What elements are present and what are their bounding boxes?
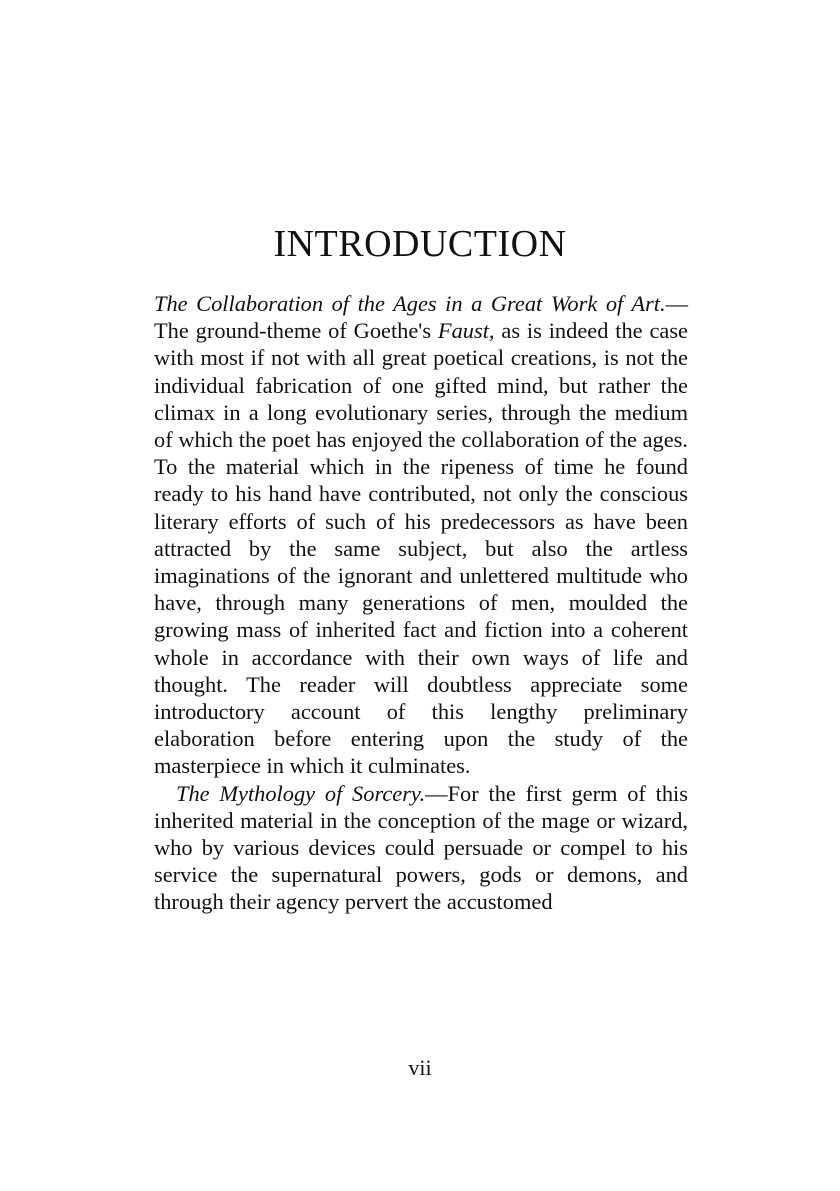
paragraph-text: For the first germ of this inherited material in the conception of the mage or wizard, who by various devices could persuade or compel to his service the supernatural powers, gods or demons, and through their agency pervert the accustomed (154, 780, 688, 915)
paragraph (154, 780, 688, 916)
page-title: INTRODUCTION (273, 223, 567, 265)
paragraph-text: The ground-theme of Goethe's (154, 318, 438, 344)
work-title: Faust, (437, 318, 495, 344)
dash: — (665, 291, 688, 316)
section-heading: The Collaboration of the Ages in a Great Work of Art. (154, 291, 666, 316)
body-text (154, 290, 688, 916)
dash: — (425, 780, 448, 806)
paragraph-text: as is indeed the case with most if not with all great poetical creations, is not the individual fabrication of one gifted mind, but rather the climax in a long evolutionary series, through the medium of which the poet has enjoyed the collaboration of the ages. To the material which in the ripeness of time he found ready to his hand have contributed, not only the conscious literary efforts of such of his predecessors as have been attracted by the same subject, but also the artless imaginations of the ignorant and unlettered multitude who have, through many generations of men, moulded the growing mass of inherited fact and fiction into a coherent whole in accordance with their own ways of life and thought. The reader will doubtless appreciate some introductory account of this lengthy preliminary elaboration before entering upon the study of the masterpiece in which it culminates. (154, 318, 688, 779)
paragraph (154, 290, 688, 780)
section-heading: The Mythology of Sorcery. (176, 780, 426, 806)
page-number: vii (408, 1055, 432, 1080)
